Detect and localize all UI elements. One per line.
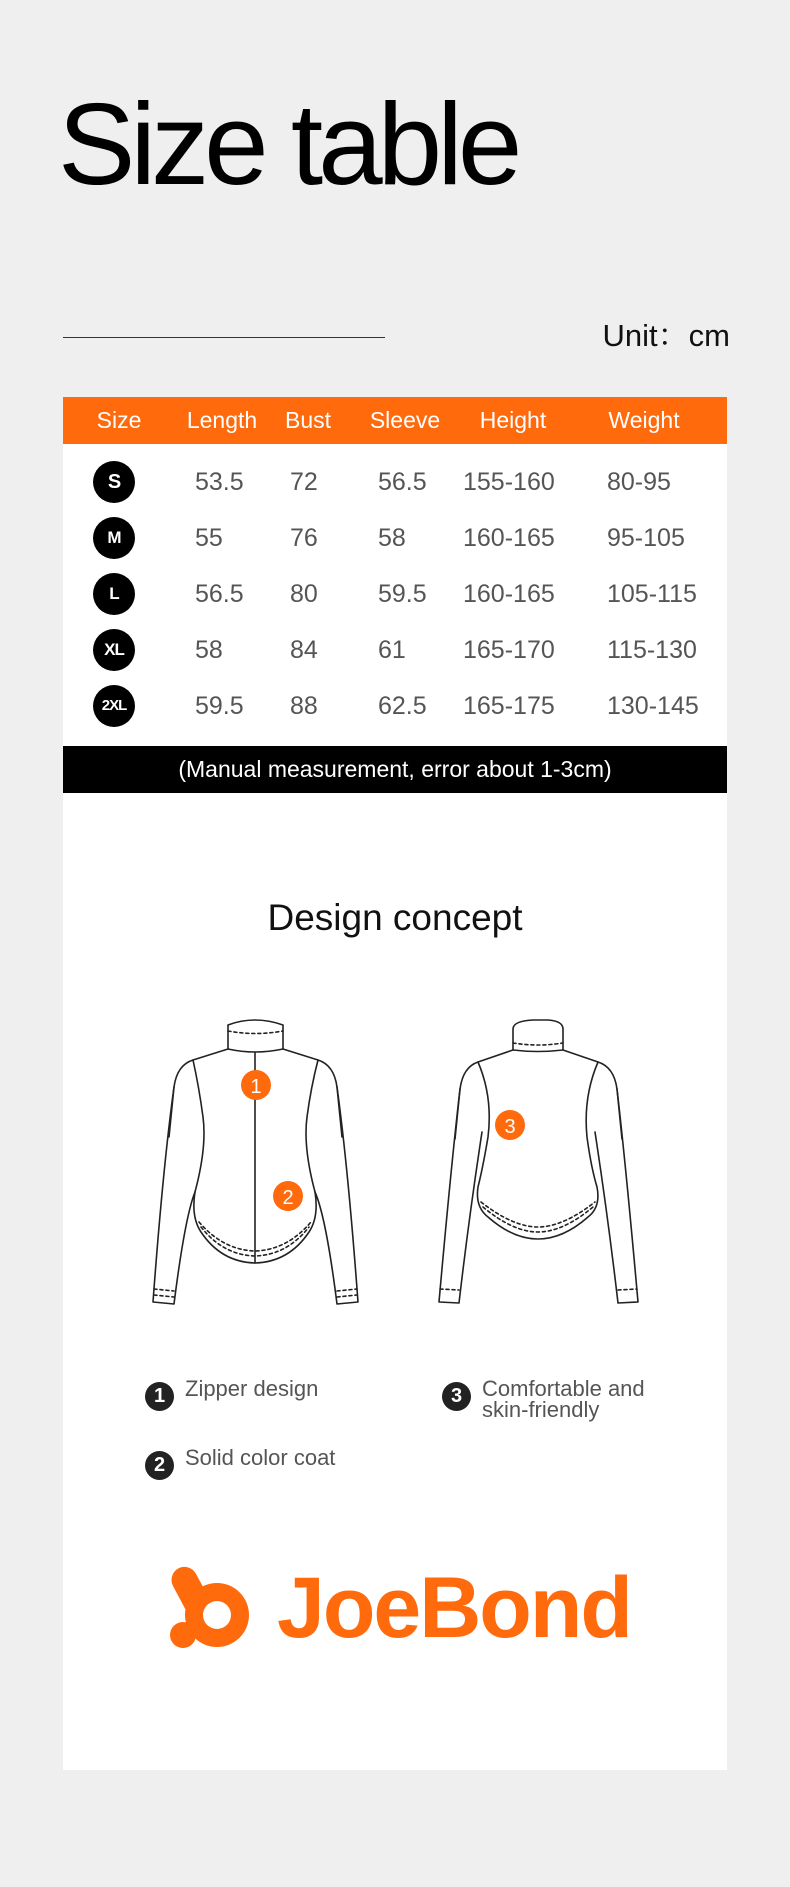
cell-weight: 95-105 [607,524,685,552]
cell-sleeve: 56.5 [378,468,427,496]
cell-weight: 105-115 [607,580,697,608]
marker-3 [495,1110,525,1140]
brand-logo-icon [165,1557,265,1657]
cell-height: 160-165 [463,524,555,552]
cell-weight: 115-130 [607,636,697,664]
marker-1 [241,1070,271,1100]
cell-length: 55 [195,524,223,552]
svg-text:3: 3 [504,1116,516,1138]
measurement-note: (Manual measurement, error about 1-3cm) [63,746,727,793]
legend-label-line: skin-friendly [482,1397,600,1422]
cell-bust: 80 [290,580,318,608]
page-title: Size table [58,79,518,209]
cell-bust: 84 [290,636,318,664]
legend-number: 1 [145,1382,174,1411]
unit-label: Unit：cm [602,318,730,353]
cell-weight: 80-95 [607,468,671,496]
legend-number: 2 [145,1451,174,1480]
cell-length: 59.5 [195,692,244,720]
cell-weight: 130-145 [607,692,699,720]
cell-bust: 72 [290,468,318,496]
cell-sleeve: 61 [378,636,406,664]
header-size: Size [96,407,142,433]
legend-label: Zipper design [185,1376,319,1401]
header-sleeve: Sleeve [369,407,441,433]
cell-height: 165-175 [463,692,555,720]
cell-sleeve: 62.5 [378,692,427,720]
legend-label [482,1378,645,1420]
header-length: Length [186,407,258,433]
cell-bust: 76 [290,524,318,552]
legend-label-line: Comfortable and [482,1376,645,1401]
cell-sleeve: 59.5 [378,580,427,608]
header-bust: Bust [284,407,332,433]
size-badge: S [93,461,135,503]
cell-length: 53.5 [195,468,244,496]
cell-height: 160-165 [463,580,555,608]
size-badge: M [93,517,135,559]
legend-label: Solid color coat [185,1445,336,1470]
content-sheet [63,397,727,1770]
svg-text:2: 2 [282,1187,294,1209]
marker-2 [273,1181,303,1211]
title-divider [63,337,385,338]
header-weight: Weight [608,407,680,433]
size-badge: L [93,573,135,615]
svg-text:1: 1 [250,1076,262,1098]
brand-name: JoeBond [277,1560,631,1656]
cell-length: 58 [195,636,223,664]
cell-length: 56.5 [195,580,244,608]
cell-bust: 88 [290,692,318,720]
size-badge: 2XL [93,685,135,727]
cell-height: 165-170 [463,636,555,664]
cell-height: 155-160 [463,468,555,496]
header-height: Height [479,407,547,433]
legend-number: 3 [442,1382,471,1411]
size-badge: XL [93,629,135,671]
cell-sleeve: 58 [378,524,406,552]
design-concept-title: Design concept [267,897,523,938]
